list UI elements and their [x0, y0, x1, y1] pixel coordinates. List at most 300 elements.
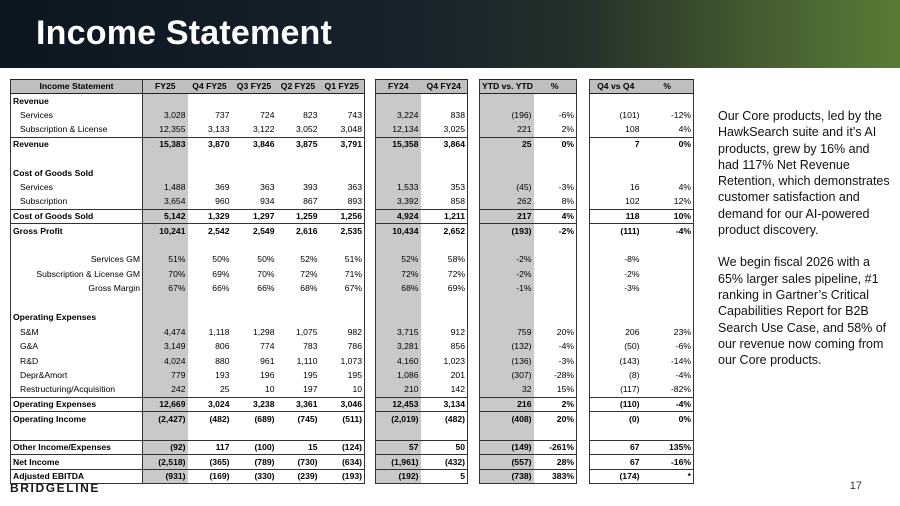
table-cell: 783: [303, 341, 318, 352]
table-cell: 3,048: [320, 123, 365, 137]
row-label: Services GM: [11, 253, 143, 267]
table-cell: *: [642, 469, 694, 483]
table-cell: 982: [320, 325, 365, 339]
column-gap: [365, 354, 376, 368]
table-cell: [143, 238, 188, 252]
table-cell: [534, 296, 577, 310]
table-cell: 20%: [534, 412, 577, 426]
table-row: [11, 267, 694, 281]
table-cell: (689): [232, 412, 277, 426]
table-cell: 12,669: [143, 397, 188, 411]
table-cell: 118: [590, 209, 642, 223]
table-cell: (8): [590, 368, 642, 382]
row-label: [11, 296, 143, 310]
table-cell: 3,024: [188, 397, 232, 411]
table-row: [11, 166, 694, 180]
row-label: Operating Expenses: [11, 311, 143, 325]
table-cell: [188, 311, 232, 325]
table-cell: (110): [590, 397, 642, 411]
commentary-paragraph-1: Our Core products, led by the HawkSearch suite and it’s AI products, grew by 16% and had 117% Net Revenue Retention, which demonstrates customer satisfaction and demand for our AI-powered product discovery.: [718, 109, 890, 238]
table-cell: -8%: [590, 253, 642, 267]
column-gap: [365, 383, 376, 397]
header-cell: Q4 vs Q4: [590, 80, 642, 94]
table-cell: [480, 94, 534, 108]
table-cell: 3,715: [376, 325, 421, 339]
table-cell: (2,427): [143, 412, 188, 426]
column-gap: [577, 137, 590, 151]
row-label: Operating Income: [11, 412, 143, 426]
table-row: [11, 455, 694, 469]
column-gap: [577, 166, 590, 180]
table-cell: 135%: [642, 440, 694, 454]
table-cell: [421, 152, 468, 166]
table-cell: 1,256: [320, 209, 365, 223]
table-cell: 3,133: [207, 124, 230, 135]
table-cell: 1,211: [421, 209, 468, 223]
table-cell: 1,297: [232, 209, 277, 223]
table-cell: (50): [590, 339, 642, 353]
row-label: Gross Profit: [11, 224, 143, 238]
table-cell: 12,355: [143, 123, 188, 137]
table-cell: (196): [480, 108, 534, 122]
table-cell: 20%: [534, 325, 577, 339]
table-cell: [277, 426, 320, 440]
table-cell: 67: [590, 455, 642, 469]
table-cell: [376, 152, 421, 166]
table-cell: 195: [320, 368, 365, 382]
table-cell: 393: [303, 182, 318, 193]
column-gap: [468, 267, 480, 281]
table-cell: 3,281: [376, 339, 421, 353]
column-gap: [468, 325, 480, 339]
table-cell: 743: [320, 108, 365, 122]
table-cell: 3,046: [320, 397, 365, 411]
table-cell: 12,134: [376, 123, 421, 137]
column-gap: [577, 354, 590, 368]
table-cell: [534, 282, 577, 296]
column-gap: [468, 152, 480, 166]
table-cell: 3,224: [376, 108, 421, 122]
column-gap: [365, 412, 376, 426]
table-cell: 102: [590, 195, 642, 209]
table-cell: 3,134: [421, 397, 468, 411]
table-cell: (0): [590, 412, 642, 426]
table-cell: (557): [480, 455, 534, 469]
table-cell: [421, 311, 468, 325]
table-row: [11, 296, 694, 310]
table-cell: 3,028: [143, 108, 188, 122]
table-cell: (193): [480, 224, 534, 238]
table-cell: [232, 296, 277, 310]
table-cell: (730): [277, 455, 320, 469]
table-cell: (143): [590, 354, 642, 368]
column-gap: [577, 195, 590, 209]
row-label: Operating Expenses: [11, 397, 143, 411]
table-cell: 2%: [534, 397, 577, 411]
header-cell: %: [534, 80, 577, 94]
table-cell: 786: [320, 339, 365, 353]
table-cell: 867: [303, 196, 318, 207]
table-cell: 51%: [143, 253, 188, 267]
column-gap: [468, 195, 480, 209]
header-banner: [0, 0, 900, 68]
table-cell: -4%: [642, 368, 694, 382]
table-cell: 880: [215, 355, 230, 366]
table-cell: [376, 238, 421, 252]
column-gap: [468, 339, 480, 353]
column-gap: [468, 238, 480, 252]
table-cell: [534, 311, 577, 325]
table-cell: [277, 311, 320, 325]
table-cell: [143, 166, 188, 180]
table-cell: 774: [260, 341, 275, 352]
table-cell: [277, 296, 320, 310]
column-gap: [365, 296, 376, 310]
table-cell: 58%: [421, 253, 468, 267]
row-label: Cost of Goods Sold: [11, 209, 143, 223]
row-label: Services: [11, 181, 143, 195]
bridgeline-logo: BRIDGELINE: [10, 481, 101, 495]
table-cell: [320, 152, 365, 166]
table-cell: -16%: [642, 455, 694, 469]
column-gap: [468, 137, 480, 151]
table-cell: [642, 296, 694, 310]
column-gap: [365, 253, 376, 267]
table-cell: 3,025: [421, 123, 468, 137]
table-cell: 67: [590, 440, 642, 454]
table-cell: 0%: [642, 137, 694, 151]
table-cell: [642, 267, 694, 281]
column-gap: [468, 209, 480, 223]
table-cell: 353: [421, 181, 468, 195]
column-gap: [365, 152, 376, 166]
row-label: [11, 152, 143, 166]
table-cell: (45): [480, 181, 534, 195]
table-cell: -82%: [642, 383, 694, 397]
table-cell: (1,961): [376, 455, 421, 469]
table-cell: [376, 166, 421, 180]
column-gap: [577, 94, 590, 108]
table-cell: [376, 296, 421, 310]
column-gap: [577, 469, 590, 483]
column-gap: [468, 412, 480, 426]
table-cell: [642, 152, 694, 166]
table-cell: (365): [188, 455, 232, 469]
column-gap: [577, 253, 590, 267]
table-cell: 10%: [642, 209, 694, 223]
column-gap: [365, 209, 376, 223]
header-gap: [468, 80, 480, 94]
table-cell: (2,019): [376, 412, 421, 426]
table-cell: 3,864: [421, 137, 468, 151]
header-cell: Q4 FY24: [421, 80, 468, 94]
table-cell: [143, 311, 188, 325]
table-cell: [232, 311, 277, 325]
table-cell: [590, 94, 642, 108]
table-row: [11, 181, 694, 195]
column-gap: [577, 412, 590, 426]
table-cell: (193): [320, 469, 365, 483]
table-cell: 72%: [300, 268, 318, 279]
table-cell: [376, 311, 421, 325]
table-row: [11, 426, 694, 440]
column-gap: [365, 455, 376, 469]
table-cell: -4%: [534, 339, 577, 353]
header-cell: Q2 FY25: [277, 80, 320, 94]
header-cell: YTD vs. YTD: [480, 80, 534, 94]
table-cell: 4,160: [376, 354, 421, 368]
table-cell: 32: [480, 383, 534, 397]
table-cell: 52%: [300, 254, 318, 265]
column-gap: [365, 108, 376, 122]
income-statement-table: [10, 79, 694, 484]
table-cell: [534, 152, 577, 166]
table-cell: 221: [480, 123, 534, 137]
table-cell: 724: [260, 110, 275, 121]
table-cell: 960: [215, 196, 230, 207]
table-cell: [232, 238, 277, 252]
table-cell: (432): [421, 455, 468, 469]
table-cell: (149): [480, 440, 534, 454]
column-gap: [468, 354, 480, 368]
table-cell: 3,654: [143, 195, 188, 209]
table-cell: [642, 166, 694, 180]
table-cell: 363: [260, 182, 275, 193]
column-gap: [365, 181, 376, 195]
table-cell: 3,870: [188, 137, 232, 151]
table-cell: 72%: [421, 267, 468, 281]
column-gap: [468, 253, 480, 267]
column-gap: [365, 137, 376, 151]
table-cell: 10,241: [143, 224, 188, 238]
column-gap: [577, 296, 590, 310]
row-label: G&A: [11, 339, 143, 353]
table-cell: (100): [232, 440, 277, 454]
table-cell: (111): [590, 224, 642, 238]
table-cell: [188, 238, 232, 252]
table-cell: 70%: [257, 268, 275, 279]
table-cell: -12%: [642, 108, 694, 122]
table-cell: [534, 166, 577, 180]
table-cell: 5,142: [143, 209, 188, 223]
column-gap: [468, 123, 480, 137]
table-cell: 50: [421, 440, 468, 454]
table-cell: 1,259: [277, 209, 320, 223]
table-cell: 3,791: [320, 137, 365, 151]
table-cell: 2,616: [277, 224, 320, 238]
table-cell: 3,149: [143, 339, 188, 353]
row-label: S&M: [11, 325, 143, 339]
table-cell: 1,075: [295, 326, 318, 337]
table-cell: 1,023: [421, 354, 468, 368]
table-cell: [421, 94, 468, 108]
table-cell: (789): [232, 455, 277, 469]
commentary-paragraph-2: We begin fiscal 2026 with a 65% larger sales pipeline, #1 ranking in Gartner’s Critical Capabilities Report for B2B Search Use Case, and 58% of our revenue now coming from our Core products.: [718, 255, 887, 368]
column-gap: [468, 455, 480, 469]
table-cell: 4,924: [376, 209, 421, 223]
table-cell: 66%: [257, 283, 275, 294]
table-row: [11, 339, 694, 353]
table-cell: 15,383: [143, 137, 188, 151]
table-cell: 10: [320, 383, 365, 397]
table-cell: 1,118: [208, 326, 230, 337]
table-cell: 4%: [642, 181, 694, 195]
table-cell: -2%: [534, 224, 577, 238]
table-cell: -1%: [480, 282, 534, 296]
table-cell: [188, 166, 232, 180]
table-cell: 108: [590, 123, 642, 137]
table-cell: 262: [480, 195, 534, 209]
table-cell: 68%: [300, 283, 318, 294]
table-cell: 893: [320, 195, 365, 209]
table-cell: 0%: [642, 412, 694, 426]
table-row: [11, 195, 694, 209]
table-cell: 50%: [257, 254, 275, 265]
table-cell: (174): [590, 469, 642, 483]
table-cell: -6%: [534, 108, 577, 122]
table-row: [11, 108, 694, 122]
table-cell: 70%: [143, 267, 188, 281]
table-header-row: [11, 80, 694, 94]
column-gap: [577, 152, 590, 166]
column-gap: [577, 397, 590, 411]
column-gap: [365, 325, 376, 339]
table-cell: 206: [590, 325, 642, 339]
table-cell: 912: [421, 325, 468, 339]
table-cell: [188, 152, 232, 166]
column-gap: [468, 108, 480, 122]
table-cell: 15: [277, 440, 320, 454]
table-cell: 1,086: [376, 368, 421, 382]
table-cell: (2,518): [143, 455, 188, 469]
table-cell: [188, 94, 232, 108]
table-row: [11, 152, 694, 166]
table-cell: [480, 311, 534, 325]
table-cell: [188, 426, 232, 440]
column-gap: [468, 94, 480, 108]
header-cell: FY25: [143, 80, 188, 94]
table-cell: (482): [188, 412, 232, 426]
table-cell: 142: [421, 383, 468, 397]
table-cell: 69%: [421, 282, 468, 296]
table-cell: 51%: [320, 253, 365, 267]
row-label: Services: [11, 108, 143, 122]
table-cell: 4,474: [143, 325, 188, 339]
table-cell: 4%: [642, 123, 694, 137]
table-cell: (482): [421, 412, 468, 426]
table-cell: 3,122: [252, 124, 275, 135]
slide-title: Income Statement: [36, 14, 333, 52]
row-label: Other Income/Expenses: [11, 440, 143, 454]
table-cell: (192): [376, 469, 421, 483]
column-gap: [577, 440, 590, 454]
table-cell: [320, 311, 365, 325]
column-gap: [577, 108, 590, 122]
column-gap: [577, 383, 590, 397]
table-cell: 363: [320, 181, 365, 195]
table-cell: 934: [260, 196, 275, 207]
table-cell: [480, 426, 534, 440]
table-cell: [534, 267, 577, 281]
table-cell: 0%: [534, 137, 577, 151]
row-label: Restructuring/Acquisition: [11, 383, 143, 397]
table-cell: 3,392: [376, 195, 421, 209]
table-cell: [232, 152, 277, 166]
table-row: [11, 354, 694, 368]
column-gap: [365, 426, 376, 440]
table-cell: 1,533: [376, 181, 421, 195]
table-cell: [534, 238, 577, 252]
table-cell: -2%: [590, 267, 642, 281]
table-cell: [277, 152, 320, 166]
table-cell: [642, 238, 694, 252]
table-cell: [143, 426, 188, 440]
row-label: Subscription & License: [11, 123, 143, 137]
table-cell: [277, 238, 320, 252]
column-gap: [468, 383, 480, 397]
table-cell: (124): [320, 440, 365, 454]
table-row: [11, 94, 694, 108]
table-cell: -3%: [534, 181, 577, 195]
table-cell: [480, 296, 534, 310]
header-cell: FY24: [376, 80, 421, 94]
column-gap: [365, 123, 376, 137]
table-cell: 4%: [534, 209, 577, 223]
column-gap: [365, 311, 376, 325]
commentary-text: [718, 108, 890, 384]
row-label: Gross Margin: [11, 282, 143, 296]
table-cell: 25: [480, 137, 534, 151]
header-gap: [577, 80, 590, 94]
table-cell: 25: [219, 384, 230, 395]
column-gap: [577, 123, 590, 137]
table-cell: [642, 282, 694, 296]
column-gap: [577, 267, 590, 281]
table-cell: 2%: [534, 123, 577, 137]
table-cell: 838: [421, 108, 468, 122]
table-cell: (136): [480, 354, 534, 368]
table-row: [11, 325, 694, 339]
table-cell: 2,652: [421, 224, 468, 238]
table-cell: [320, 238, 365, 252]
table-cell: 1,298: [252, 326, 275, 337]
header-cell: Q1 FY25: [320, 80, 365, 94]
table-cell: -28%: [534, 368, 577, 382]
column-gap: [365, 440, 376, 454]
table-cell: (745): [277, 412, 320, 426]
table-cell: [590, 311, 642, 325]
table-cell: 779: [143, 368, 188, 382]
row-label: [11, 238, 143, 252]
table-row: [11, 412, 694, 426]
column-gap: [577, 311, 590, 325]
column-gap: [468, 166, 480, 180]
table-cell: 23%: [642, 325, 694, 339]
table-cell: 383%: [534, 469, 577, 483]
table-cell: -261%: [534, 440, 577, 454]
column-gap: [577, 282, 590, 296]
table-cell: [421, 296, 468, 310]
table-cell: [188, 296, 232, 310]
table-cell: 3,361: [277, 397, 320, 411]
column-gap: [577, 181, 590, 195]
table-cell: [277, 166, 320, 180]
table-row: [11, 224, 694, 238]
table-cell: 961: [260, 355, 275, 366]
table-cell: [376, 426, 421, 440]
table-cell: 3,052: [295, 124, 318, 135]
table-cell: 69%: [212, 268, 230, 279]
